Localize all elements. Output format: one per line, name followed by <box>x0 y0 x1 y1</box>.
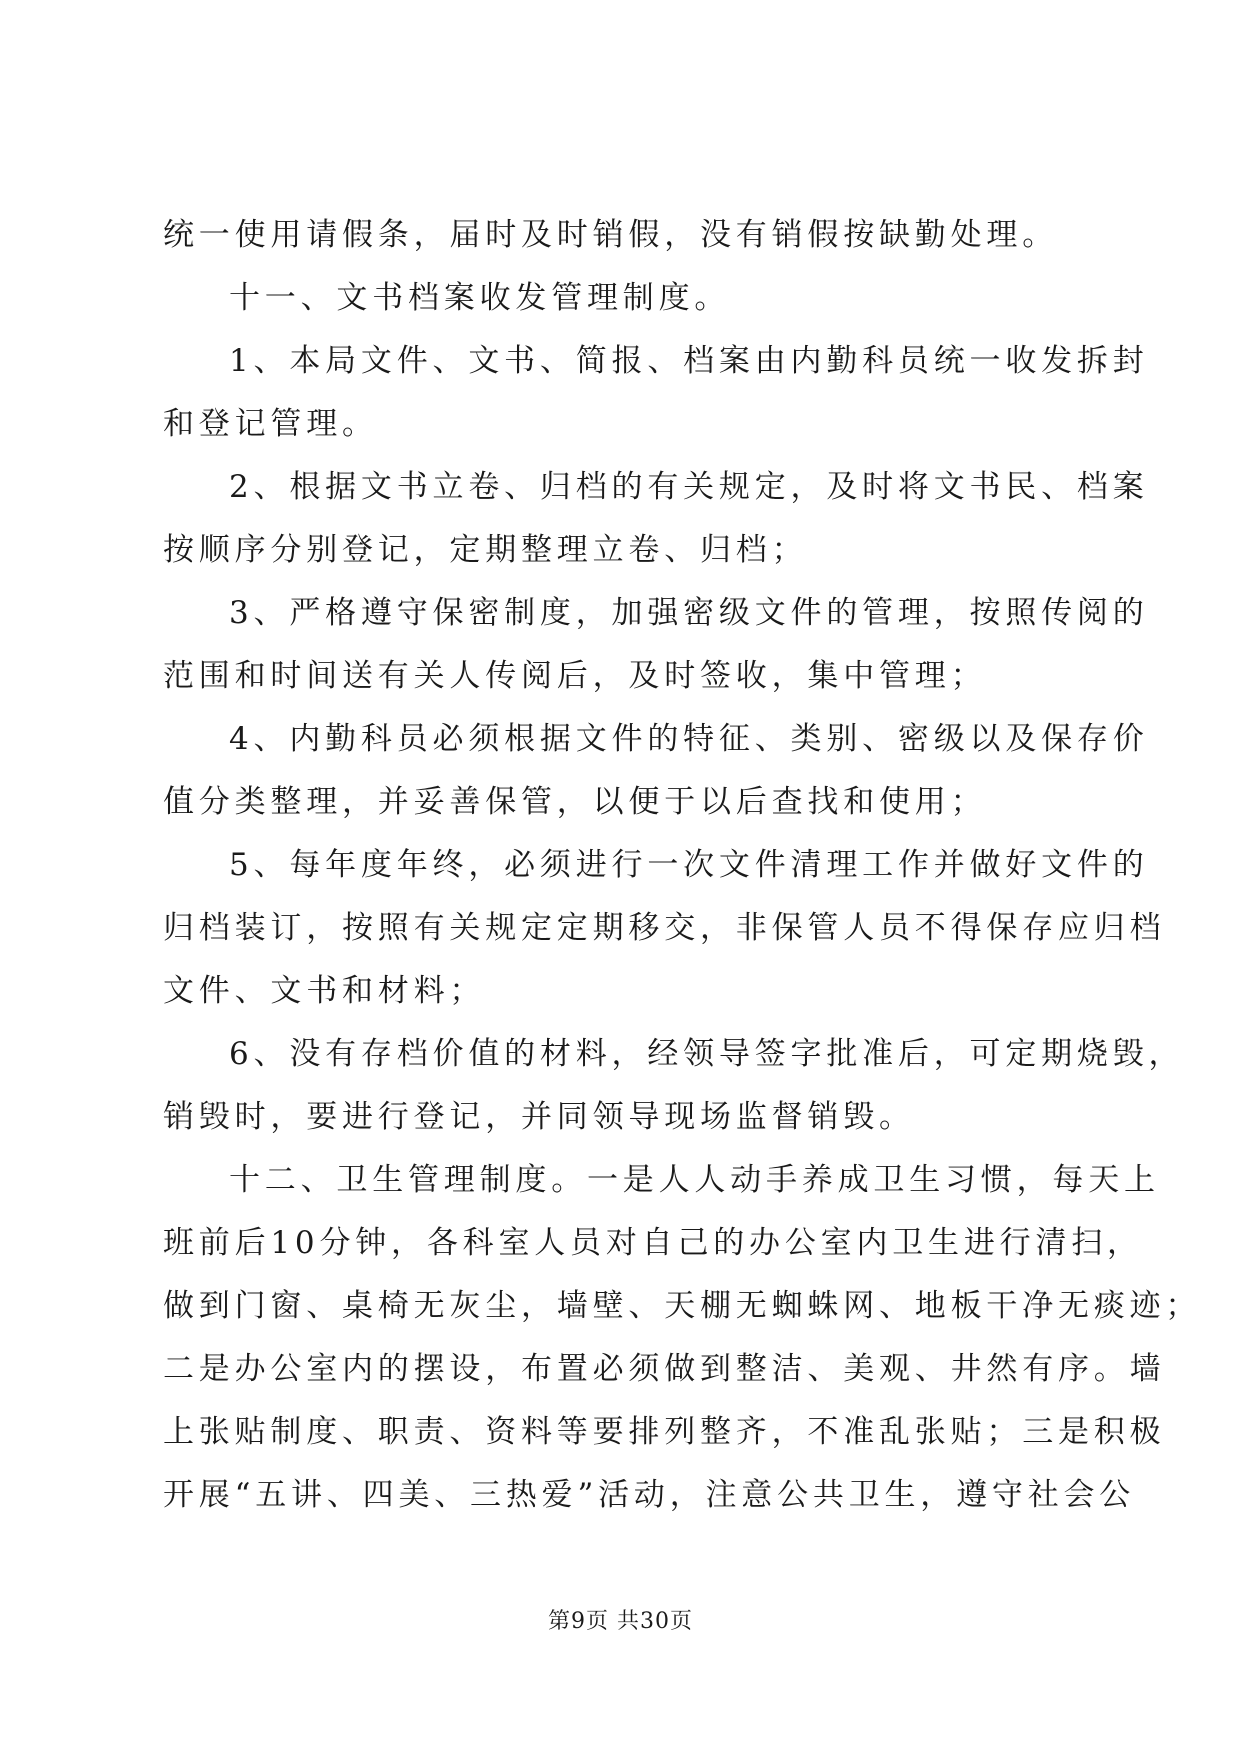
text-line: 3、严格遵守保密制度，加强密级文件的管理，按照传阅的 <box>229 595 1149 631</box>
text-line: 5、每年度年终，必须进行一次文件清理工作并做好文件的 <box>229 847 1149 883</box>
text-line: 二是办公室内的摆设，布置必须做到整洁、美观、井然有序。墙 <box>163 1351 1166 1387</box>
text-line: 开展“五讲、四美、三热爱”活动，注意公共卫生，遵守社会公 <box>163 1477 1136 1513</box>
text-line: 按顺序分别登记，定期整理立卷、归档； <box>163 532 808 568</box>
text-line: 6、没有存档价值的材料，经领导签字批准后，可定期烧毁， <box>229 1036 1185 1072</box>
text-line: 文件、文书和材料； <box>163 973 486 1009</box>
text-line: 1、本局文件、文书、简报、档案由内勤科员统一收发拆封 <box>229 343 1149 379</box>
text-line: 范围和时间送有关人传阅后，及时签收，集中管理； <box>163 658 987 694</box>
text-line: 和登记管理。 <box>163 406 378 442</box>
body-text <box>163 204 1202 1527</box>
text-line: 班前后10分钟，各科室人员对自己的办公室内卫生进行清扫， <box>163 1225 1143 1261</box>
text-line: 上张贴制度、职责、资料等要排列整齐，不准乱张贴；三是积极 <box>163 1414 1166 1450</box>
text-line: 十一、文书档案收发管理制度。 <box>229 280 731 316</box>
text-line: 统一使用请假条，届时及时销假，没有销假按缺勤处理。 <box>163 217 1058 253</box>
text-line: 销毁时，要进行登记，并同领导现场监督销毁。 <box>163 1099 915 1135</box>
text-line: 2、根据文书立卷、归档的有关规定，及时将文书民、档案 <box>229 469 1149 505</box>
text-line: 十二、卫生管理制度。一是人人动手养成卫生习惯，每天上 <box>229 1162 1160 1198</box>
text-line: 归档装订，按照有关规定定期移交，非保管人员不得保存应归档 <box>163 910 1166 946</box>
text-line: 值分类整理，并妥善保管，以便于以后查找和使用； <box>163 784 987 820</box>
page-footer: 第9页 共30页 <box>548 1609 693 1634</box>
text-line: 做到门窗、桌椅无灰尘，墙壁、天棚无蜘蛛网、地板干净无痰迹； <box>163 1288 1202 1324</box>
text-line: 4、内勤科员必须根据文件的特征、类别、密级以及保存价 <box>229 721 1149 757</box>
